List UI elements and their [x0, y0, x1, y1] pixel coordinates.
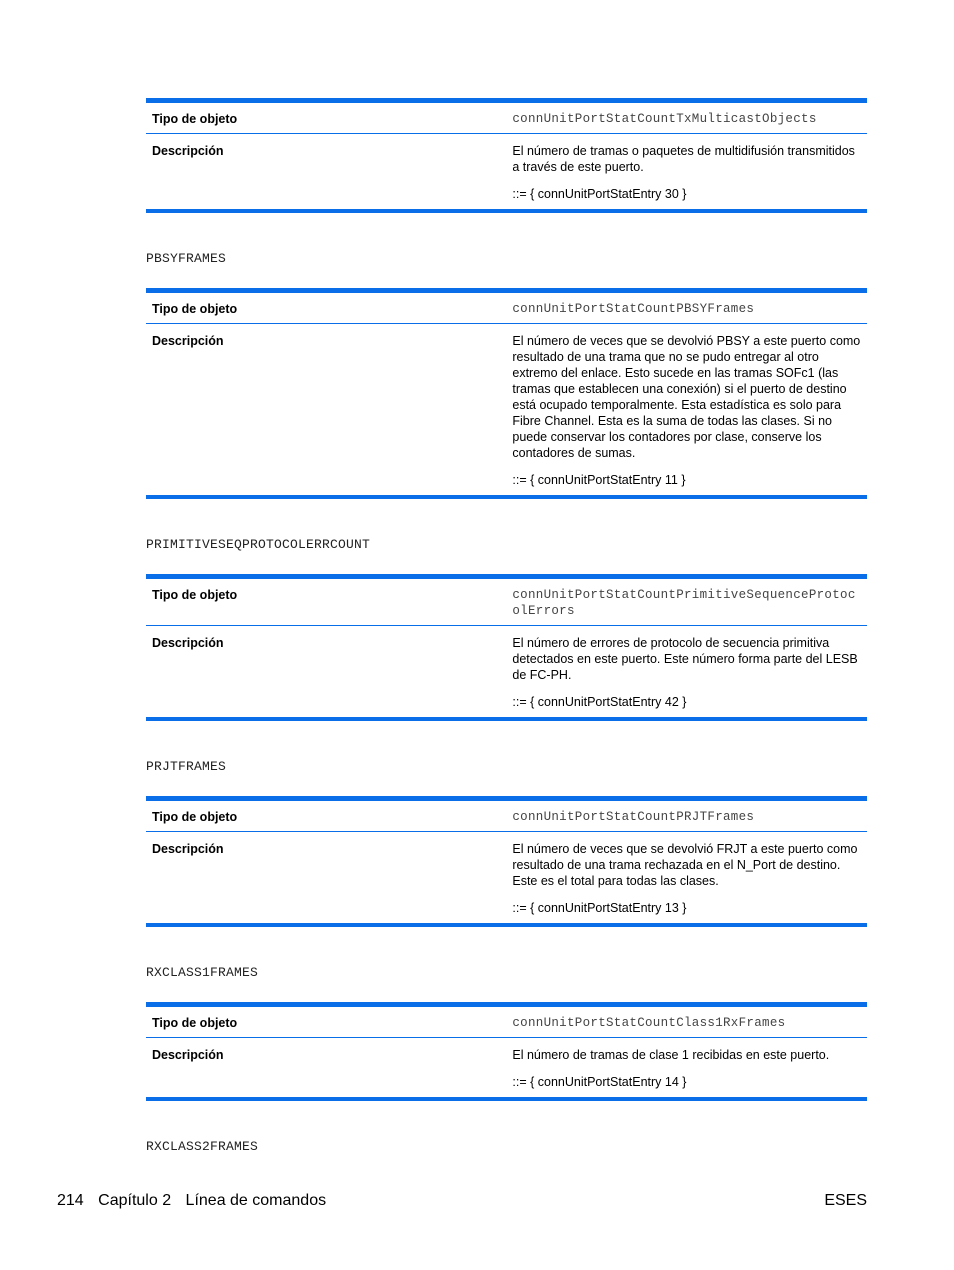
- chapter-label: Capítulo 2: [98, 1192, 172, 1209]
- section-heading: RXCLASS1FRAMES: [146, 965, 259, 980]
- entry-text: ::= { connUnitPortStatEntry 14 }: [512, 1075, 687, 1089]
- object-type-value: connUnitPortStatCountPRJTFrames: [506, 801, 867, 832]
- page-number: 214: [57, 1192, 84, 1209]
- chapter-title: Línea de comandos: [185, 1192, 327, 1209]
- object-table: [146, 796, 867, 927]
- description-row: [146, 1038, 867, 1098]
- object-type-label: Tipo de objeto: [146, 1007, 506, 1038]
- description-row: [146, 626, 867, 718]
- object-type-value: connUnitPortStatCountPBSYFrames: [506, 293, 867, 324]
- page-footer: [57, 1192, 867, 1210]
- description-row: [146, 134, 867, 210]
- section-heading: RXCLASS2FRAMES: [146, 1139, 259, 1154]
- section-heading: PRJTFRAMES: [146, 759, 227, 774]
- description-row: [146, 832, 867, 924]
- description-text: El número de tramas o paquetes de multidifusión transmitidos a través de este puerto.: [512, 144, 855, 174]
- description-label: Descripción: [152, 636, 224, 650]
- description-text: El número de errores de protocolo de secuencia primitiva detectados en este puerto. Este número forma parte del LESB de FC-PH.: [512, 636, 858, 682]
- object-type-label: Tipo de objeto: [146, 103, 506, 134]
- description-value: [506, 1038, 867, 1098]
- object-type-row: [146, 103, 867, 134]
- description-text: El número de tramas de clase 1 recibidas en este puerto.: [512, 1048, 830, 1062]
- object-type-row: [146, 293, 867, 324]
- object-table: [146, 288, 867, 499]
- description-value: [506, 832, 867, 924]
- object-type-value: connUnitPortStatCountTxMulticastObjects: [506, 103, 867, 134]
- object-type-label: Tipo de objeto: [146, 293, 506, 324]
- description-label: Descripción: [152, 842, 224, 856]
- object-type-value: connUnitPortStatCountPrimitiveSequenceProtocolErrors: [506, 579, 867, 626]
- object-table: [146, 1002, 867, 1101]
- object-type-label: Tipo de objeto: [146, 801, 506, 832]
- description-row: [146, 324, 867, 496]
- description-value: [506, 134, 867, 210]
- section-heading: PBSYFRAMES: [146, 251, 227, 266]
- page-content: [146, 98, 867, 1176]
- entry-text: ::= { connUnitPortStatEntry 13 }: [512, 901, 687, 915]
- object-type-row: [146, 579, 867, 626]
- object-table: [146, 574, 867, 721]
- description-label: Descripción: [152, 334, 224, 348]
- object-type-value: connUnitPortStatCountClass1RxFrames: [506, 1007, 867, 1038]
- object-type-row: [146, 1007, 867, 1038]
- section-heading: PRIMITIVESEQPROTOCOLERRCOUNT: [146, 537, 371, 552]
- object-type-label: Tipo de objeto: [146, 579, 506, 626]
- entry-text: ::= { connUnitPortStatEntry 42 }: [512, 695, 687, 709]
- description-value: [506, 626, 867, 718]
- description-label: Descripción: [152, 144, 224, 158]
- footer-left: [57, 1192, 336, 1210]
- entry-text: ::= { connUnitPortStatEntry 30 }: [512, 187, 687, 201]
- footer-right-label: ESES: [824, 1192, 867, 1209]
- object-table: [146, 98, 867, 213]
- description-text: El número de veces que se devolvió FRJT a este puerto como resultado de una trama rechazada en el N_Port de destino. Este es el total para todas las clases.: [512, 842, 858, 888]
- entry-text: ::= { connUnitPortStatEntry 11 }: [512, 473, 686, 487]
- description-text: El número de veces que se devolvió PBSY a este puerto como resultado de una trama que no se pudo entregar al otro extremo del enlace. Esto sucede en las tramas SOFc1 (las tramas que establecen una conexión) si el puerto de destino está ocupado temporalmente. Esta estadística es solo para Fibre Channel. Esta es la suma de todas las clases. Si no puede conservar los contadores por clase, conserve los contadores de sumas.: [512, 334, 861, 460]
- description-value: [506, 324, 867, 496]
- description-label: Descripción: [152, 1048, 224, 1062]
- object-type-row: [146, 801, 867, 832]
